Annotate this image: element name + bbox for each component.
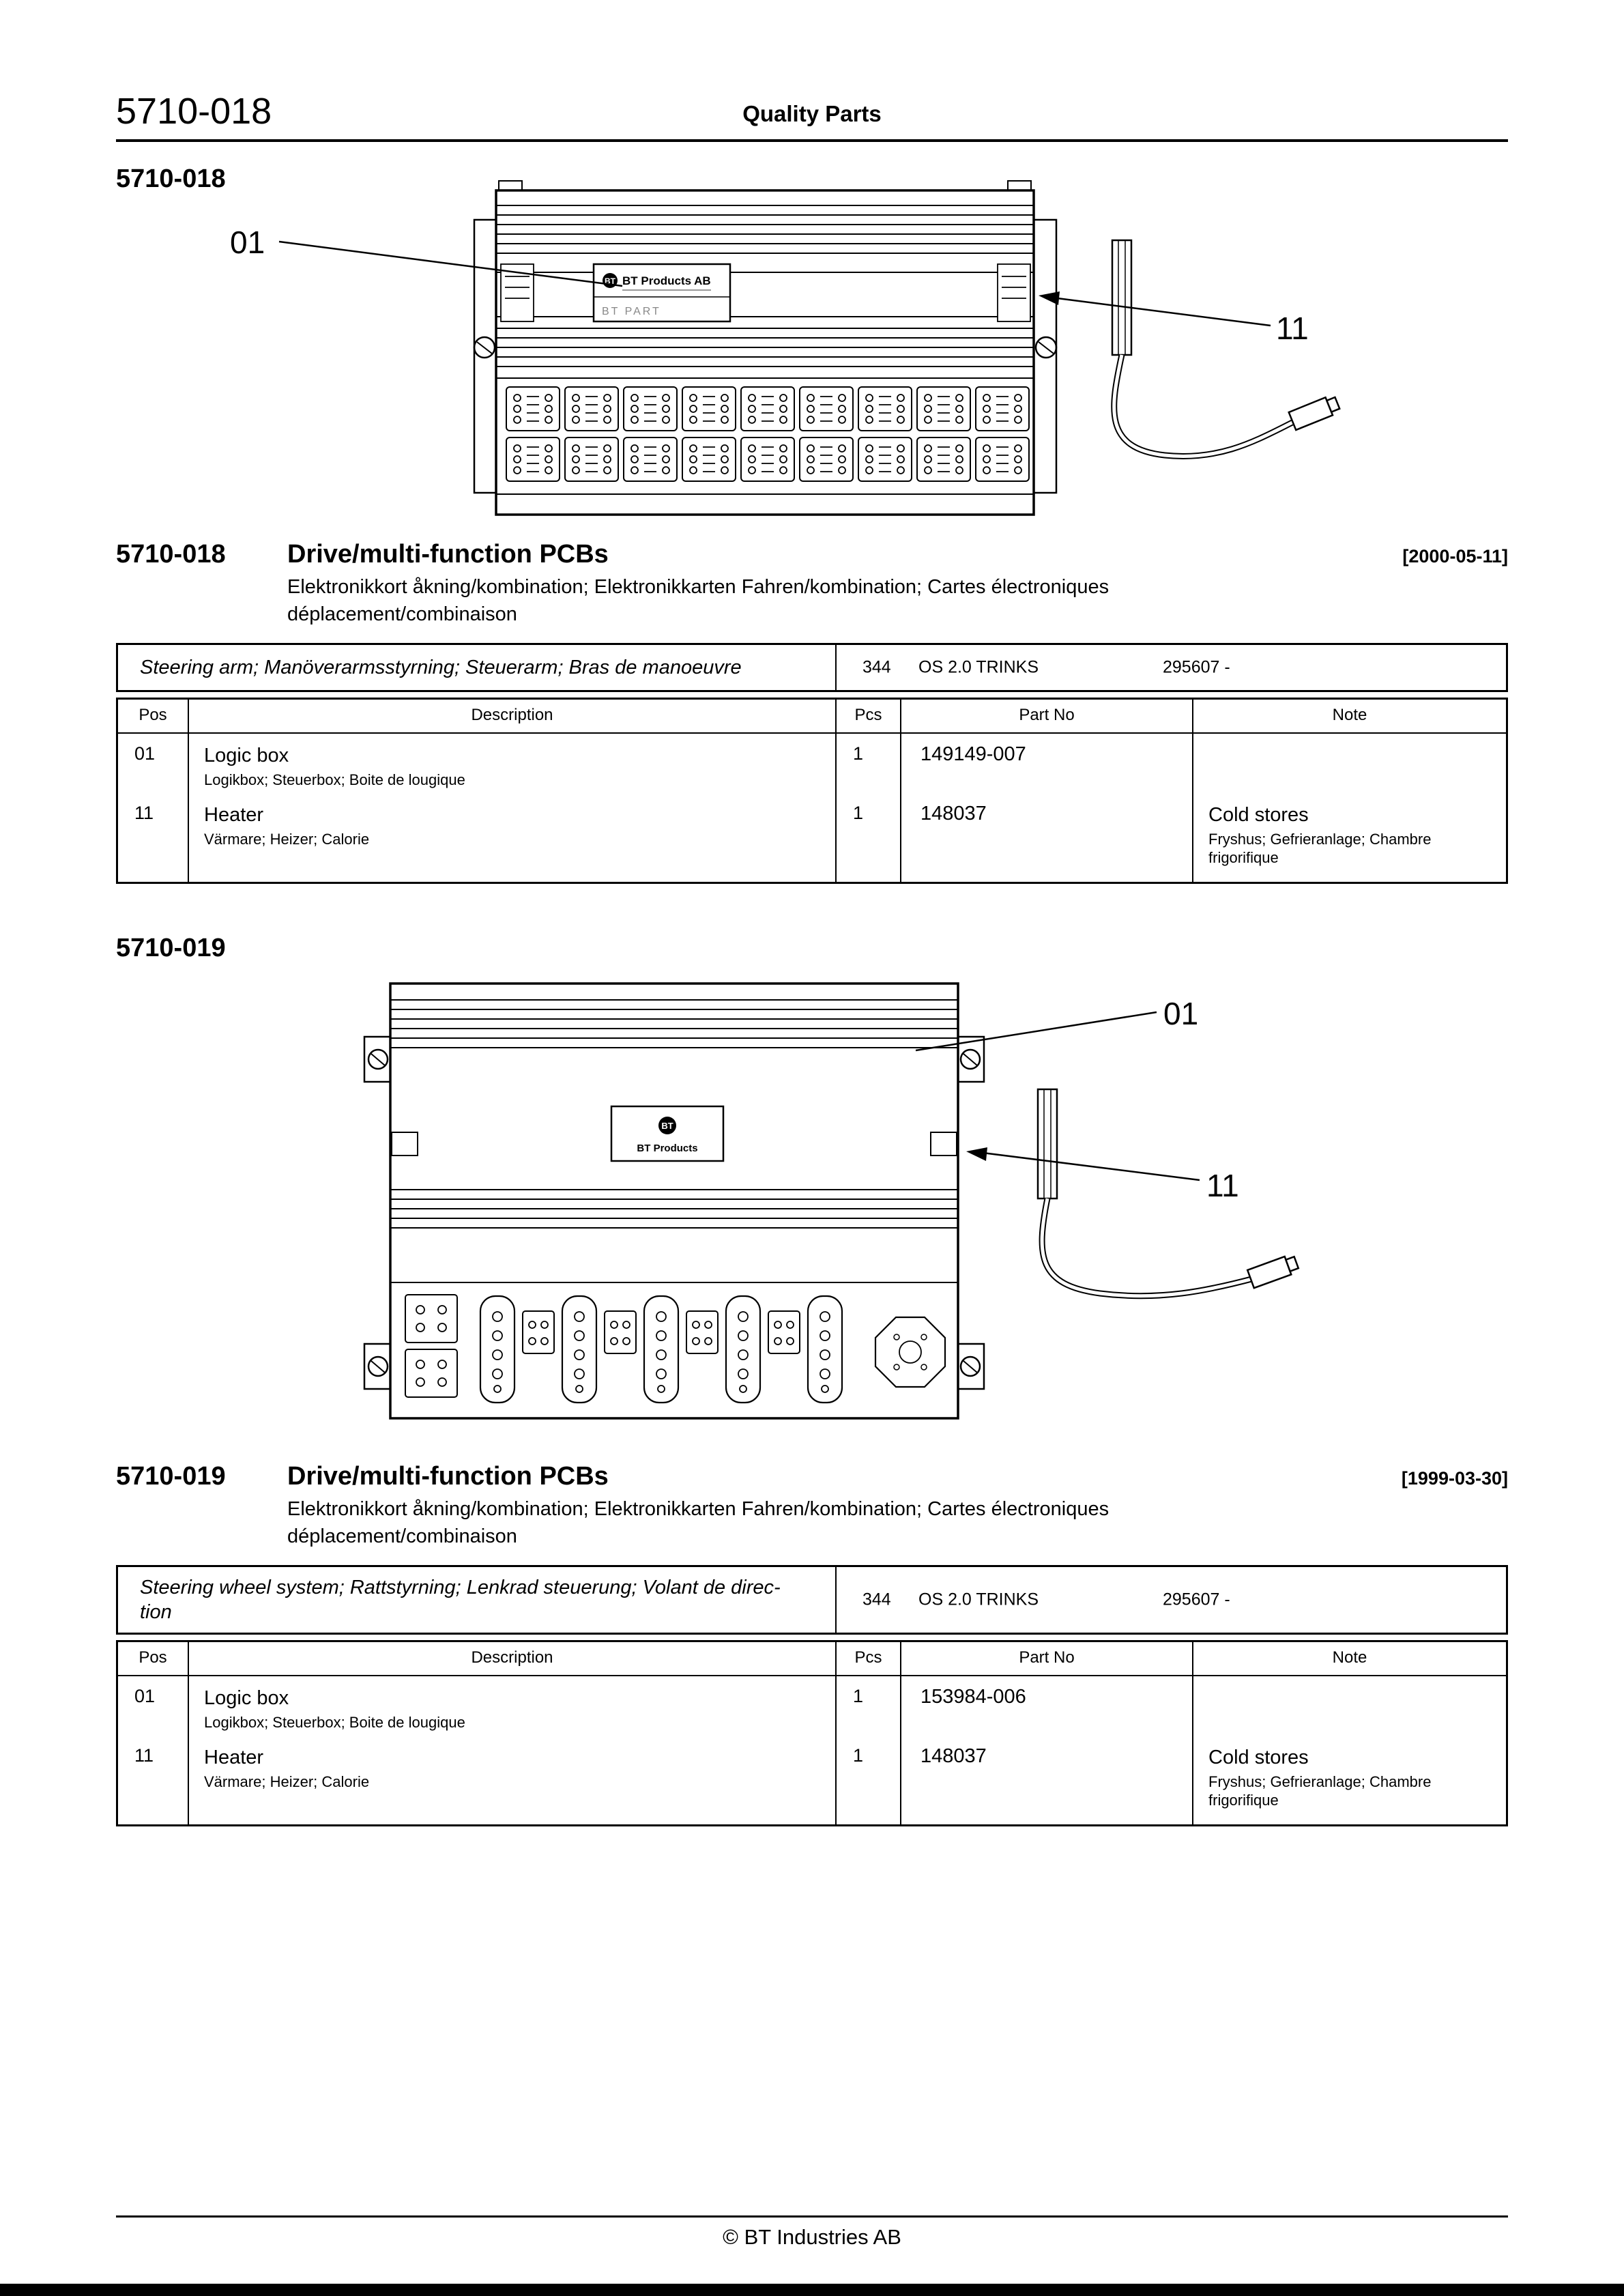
subtitle-line-2: déplacement/combinaison bbox=[287, 1525, 517, 1547]
arrowhead-icon bbox=[966, 1147, 987, 1161]
figure-5710-018 bbox=[116, 195, 1508, 540]
system-line-1: Steering arm; Manöverarmsstyrning; Steuerarm; Bras de manoeuvre bbox=[140, 657, 742, 678]
figure-5710-019 bbox=[116, 970, 1508, 1451]
column-header-pos: Pos bbox=[118, 700, 189, 734]
cell-note bbox=[1193, 1676, 1506, 1732]
cell-description bbox=[189, 789, 837, 867]
cable-plug-icon bbox=[1247, 1254, 1299, 1289]
pcb-figure-2-svg bbox=[341, 970, 1365, 1448]
cell-pos: 11 bbox=[118, 789, 189, 867]
note-sub: Fryshus; Gefrieranlage; Chambre frigorifique bbox=[1208, 1773, 1432, 1809]
figure-heading-5710-019: 5710-019 bbox=[116, 934, 226, 962]
cell-description bbox=[189, 734, 837, 789]
description-sub: Logikbox; Steuerbox; Boite de lougique bbox=[204, 771, 465, 788]
svg-text:01: 01 bbox=[230, 225, 265, 260]
doc-number: 5710-018 bbox=[116, 91, 272, 132]
column-header-pcs: Pcs bbox=[837, 1642, 901, 1676]
cell-pos: 11 bbox=[118, 1732, 189, 1809]
figure-heading-5710-018: 5710-018 bbox=[116, 164, 226, 193]
cell-part-no: 148037 bbox=[901, 1732, 1193, 1809]
description-sub: Värmare; Heizer; Calorie bbox=[204, 1773, 370, 1790]
section-heading-5710-019 bbox=[116, 1462, 1508, 1491]
column-header-part-no: Part No bbox=[901, 700, 1193, 734]
label-brand-text: BT Products bbox=[637, 1143, 698, 1154]
description-sub: Logikbox; Steuerbox; Boite de lougique bbox=[204, 1714, 465, 1731]
table-gap bbox=[116, 692, 1508, 698]
heater-connector-bar bbox=[1112, 240, 1131, 355]
cell-pos: 01 bbox=[118, 734, 189, 789]
column-header-pcs: Pcs bbox=[837, 700, 901, 734]
description-main: Heater bbox=[204, 1747, 264, 1768]
section-number: 5710-018 bbox=[116, 540, 226, 569]
table-spacer bbox=[837, 867, 901, 882]
table-spacer bbox=[901, 1809, 1193, 1824]
column-header-note: Note bbox=[1193, 700, 1506, 734]
heater-cable bbox=[1114, 355, 1341, 456]
cell-pcs: 1 bbox=[837, 734, 901, 789]
header-rule bbox=[116, 139, 1508, 142]
footer-rule bbox=[116, 2215, 1508, 2218]
parts-table-grid bbox=[116, 698, 1508, 884]
column-header-description: Description bbox=[189, 1642, 837, 1676]
table-spacer bbox=[189, 867, 837, 882]
serial-range: 295607 - bbox=[1163, 1590, 1230, 1609]
description-main: Logic box bbox=[204, 1687, 289, 1709]
table-gap bbox=[116, 1635, 1508, 1640]
svg-text:11: 11 bbox=[1206, 1168, 1239, 1203]
model-code: 344 bbox=[862, 657, 891, 677]
system-description bbox=[118, 645, 837, 690]
connector-bank-row-2 bbox=[506, 437, 1029, 481]
table-spacer bbox=[118, 1809, 189, 1824]
system-description bbox=[118, 1567, 837, 1633]
table-spacer bbox=[901, 867, 1193, 882]
section-title: Drive/multi-function PCBs bbox=[287, 1462, 609, 1491]
column-header-pos: Pos bbox=[118, 1642, 189, 1676]
parts-table-grid bbox=[116, 1640, 1508, 1826]
system-model-cell bbox=[837, 1567, 1506, 1633]
page-title: Quality Parts bbox=[742, 101, 882, 126]
model-name: OS 2.0 TRINKS bbox=[918, 657, 1039, 677]
table-spacer bbox=[189, 1809, 837, 1824]
model-name: OS 2.0 TRINKS bbox=[918, 1590, 1039, 1609]
cell-note bbox=[1193, 789, 1506, 867]
subtitle-line-1: Elektronikkort åkning/kombination; Elektronikkarten Fahren/kombination; Cartes électroniques bbox=[287, 1498, 1110, 1520]
section-date: [1999-03-30] bbox=[1401, 1468, 1508, 1489]
note-main: Cold stores bbox=[1208, 804, 1309, 826]
serial-range: 295607 - bbox=[1163, 657, 1230, 677]
parts-table-5710-018 bbox=[116, 643, 1508, 884]
cell-pos: 01 bbox=[118, 1676, 189, 1732]
heater-cable bbox=[1042, 1199, 1299, 1296]
callout-11 bbox=[1039, 291, 1309, 346]
cell-pcs: 1 bbox=[837, 1732, 901, 1809]
description-main: Heater bbox=[204, 804, 264, 826]
system-line-2: tion bbox=[140, 1601, 172, 1623]
system-line-1: Steering wheel system; Rattstyrning; Lenkrad steuerung; Volant de direc- bbox=[140, 1577, 781, 1598]
heater-connector-bar bbox=[1038, 1089, 1057, 1199]
table-spacer bbox=[1193, 867, 1506, 882]
section-subtitle bbox=[287, 1495, 1508, 1550]
note-sub: Fryshus; Gefrieranlage; Chambre frigorifique bbox=[1208, 831, 1432, 866]
svg-text:11: 11 bbox=[1276, 311, 1309, 346]
cell-note bbox=[1193, 734, 1506, 789]
cell-description bbox=[189, 1732, 837, 1809]
table-spacer bbox=[118, 867, 189, 882]
table-spacer bbox=[837, 1809, 901, 1824]
section-subtitle bbox=[287, 573, 1508, 628]
power-socket-octagon bbox=[875, 1317, 945, 1387]
product-label bbox=[611, 1106, 723, 1161]
cable-plug-icon bbox=[1289, 394, 1341, 430]
cell-part-no: 149149-007 bbox=[901, 734, 1193, 789]
label-brand-text: BT Products AB bbox=[622, 274, 711, 287]
column-header-part-no: Part No bbox=[901, 1642, 1193, 1676]
column-header-description: Description bbox=[189, 700, 837, 734]
callout-11 bbox=[966, 1147, 1239, 1203]
section-title: Drive/multi-function PCBs bbox=[287, 540, 609, 569]
description-sub: Värmare; Heizer; Calorie bbox=[204, 831, 370, 848]
footer-copyright: © BT Industries AB bbox=[723, 2225, 901, 2249]
pcb-figure-1-svg bbox=[192, 177, 1421, 545]
table-system-row bbox=[116, 643, 1508, 692]
cell-note bbox=[1193, 1732, 1506, 1809]
label-part-text: BT PART bbox=[602, 306, 661, 317]
bt-logo-text: BT bbox=[661, 1121, 673, 1131]
end-plate-right bbox=[998, 264, 1030, 321]
page-header bbox=[116, 76, 1508, 130]
page-bottom-bar bbox=[0, 2284, 1624, 2296]
column-header-note: Note bbox=[1193, 1642, 1506, 1676]
product-label bbox=[594, 264, 730, 321]
cell-part-no: 153984-006 bbox=[901, 1676, 1193, 1732]
svg-text:01: 01 bbox=[1163, 996, 1199, 1031]
section-number: 5710-019 bbox=[116, 1462, 226, 1491]
cell-pcs: 1 bbox=[837, 789, 901, 867]
section-date: [2000-05-11] bbox=[1402, 546, 1508, 566]
model-code: 344 bbox=[862, 1590, 891, 1609]
connector-bank-row-1 bbox=[506, 387, 1029, 431]
table-system-row bbox=[116, 1565, 1508, 1635]
bt-logo-text: BT bbox=[605, 276, 615, 286]
subtitle-line-1: Elektronikkort åkning/kombination; Elektronikkarten Fahren/kombination; Cartes électroniques bbox=[287, 576, 1110, 598]
parts-table-5710-019 bbox=[116, 1565, 1508, 1826]
cell-pcs: 1 bbox=[837, 1676, 901, 1732]
cell-description bbox=[189, 1676, 837, 1732]
subtitle-line-2: déplacement/combinaison bbox=[287, 603, 517, 625]
description-main: Logic box bbox=[204, 745, 289, 766]
table-spacer bbox=[1193, 1809, 1506, 1824]
cell-part-no: 148037 bbox=[901, 789, 1193, 867]
system-model-cell bbox=[837, 645, 1506, 690]
note-main: Cold stores bbox=[1208, 1747, 1309, 1768]
